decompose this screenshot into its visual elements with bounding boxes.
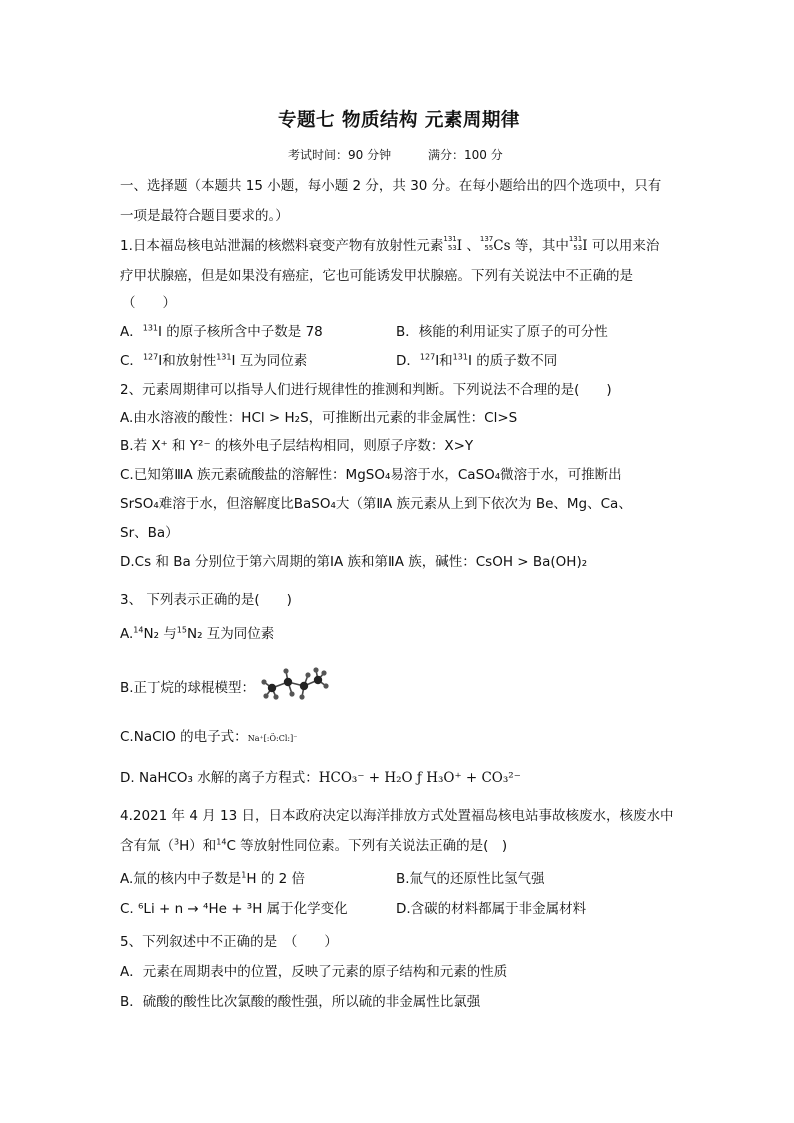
page-title: 专题七 物质结构 元素周期律 (278, 110, 520, 131)
butane-ball-stick-model (258, 666, 330, 706)
q1-option-d: D．$^{127}$I和$^{131}$I 的质子数不同 (396, 352, 558, 369)
q2-option-c-line2: SrSO₄难溶于水，但溶解度比BaSO₄大（第ⅡA 族元素从上到下依次为 Be、Mg、Ca、 (120, 496, 632, 512)
q2-option-c-line3: Sr、Ba） (120, 525, 179, 541)
q3-option-c: C.NaClO 的电子式：Na⁺[:Ö:Cl:]⁻ (120, 729, 298, 745)
q1-option-a: A．$^{131}$I 的原子核所含中子数是 78 (120, 323, 323, 340)
hydrogen-atom (323, 683, 328, 688)
section-header-line1: 一、选择题（本题共 15 小题，每小题 2 分，共 30 分。在每小题给出的四个选项中，只有 (120, 178, 662, 194)
hydrogen-atom (321, 670, 326, 675)
q4-option-d: D.含碳的材料都属于非金属材料 (396, 901, 587, 917)
q1-paren: （ ） (122, 295, 176, 311)
q2-option-b: B.若 X⁺ 和 Y²⁻ 的核外电子层结构相同，则原子序数：X>Y (120, 438, 474, 454)
q1-option-c: C．$^{127}$I和放射性$^{131}$I 互为同位素 (120, 352, 308, 369)
q2-option-c-line1: C.已知第ⅢA 族元素硫酸盐的溶解性：MgSO₄易溶于水，CaSO₄微溶于水，可推断出 (120, 467, 622, 483)
hydrogen-atom (313, 667, 318, 672)
exam-score: 满分：100 分 (428, 148, 503, 162)
carbon-atom (300, 682, 308, 690)
q5-stem: 5、下列叙述中不正确的是 （ ） (120, 934, 338, 950)
q1-line2: 疗甲状腺癌，但是如果没有癌症，它也可能诱发甲状腺癌。下列有关说法中不正确的是 (120, 268, 633, 284)
hydrogen-atom (263, 693, 268, 698)
q1-line1: 1.日本福岛核电站泄漏的核燃料衰变产物有放射性元素 131 53 I 、 137 55 Cs 等，其中 131 53 I 可以用来治 (120, 235, 660, 254)
q4-option-c: C. ⁶Li + n → ⁴He + ³H 属于化学变化 (120, 901, 348, 917)
hydrogen-atom (299, 694, 304, 699)
carbon-atom (284, 678, 292, 686)
q5-option-b: B．硫酸的酸性比次氯酸的酸性强，所以硫的非金属性比氯强 (120, 994, 481, 1010)
q2-option-a: A.由水溶液的酸性：HCl > H₂S，可推断出元素的非金属性：Cl>S (120, 410, 518, 426)
hydrogen-atom (261, 679, 266, 684)
section-header-line2: 一项是最符合题目要求的。） (120, 208, 289, 224)
hydrogen-atom (283, 668, 288, 673)
hydrogen-atom (273, 694, 278, 699)
q3-option-a: A.$^{14}$N₂ 与$^{15}$N₂ 互为同位素 (120, 625, 275, 642)
q4-option-a: A.氚的核内中子数是$^1$H 的 2 倍 (120, 870, 306, 887)
carbon-atom (268, 684, 276, 692)
q4-line2: 含有氚（$^3$H）和$^{14}$C 等放射性同位素。下列有关说法正确的是( ) (120, 837, 508, 854)
q3-stem: 3、 下列表示正确的是( ) (120, 592, 292, 608)
q3-option-d: D. NaHCO₃ 水解的离子方程式：HCO₃⁻ + H₂O ƒ H₃O⁺ + CO₃²⁻ (120, 770, 521, 786)
q3-option-b: B.正丁烷的球棍模型： (120, 680, 256, 696)
hydrogen-atom (305, 672, 310, 677)
q2-option-d: D.Cs 和 Ba 分别位于第六周期的第ⅠA 族和第ⅡA 族，碱性：CsOH > Ba(OH)₂ (120, 554, 588, 570)
carbon-atom (314, 676, 322, 684)
q4-line1: 4.2021 年 4 月 13 日，日本政府决定以海洋排放方式处置福岛核电站事故核废水，核废水中 (120, 808, 674, 824)
q5-option-a: A．元素在周期表中的位置，反映了元素的原子结构和元素的性质 (120, 964, 508, 980)
q4-option-b: B.氚气的还原性比氢气强 (396, 871, 545, 887)
hydrogen-atom (289, 691, 294, 696)
q2-stem: 2、元素周期律可以指导人们进行规律性的推测和判断。下列说法不合理的是( ) (120, 382, 612, 398)
exam-time: 考试时间：90 分钟 (288, 148, 392, 162)
q1-option-b: B．核能的利用证实了原子的可分性 (396, 324, 608, 340)
